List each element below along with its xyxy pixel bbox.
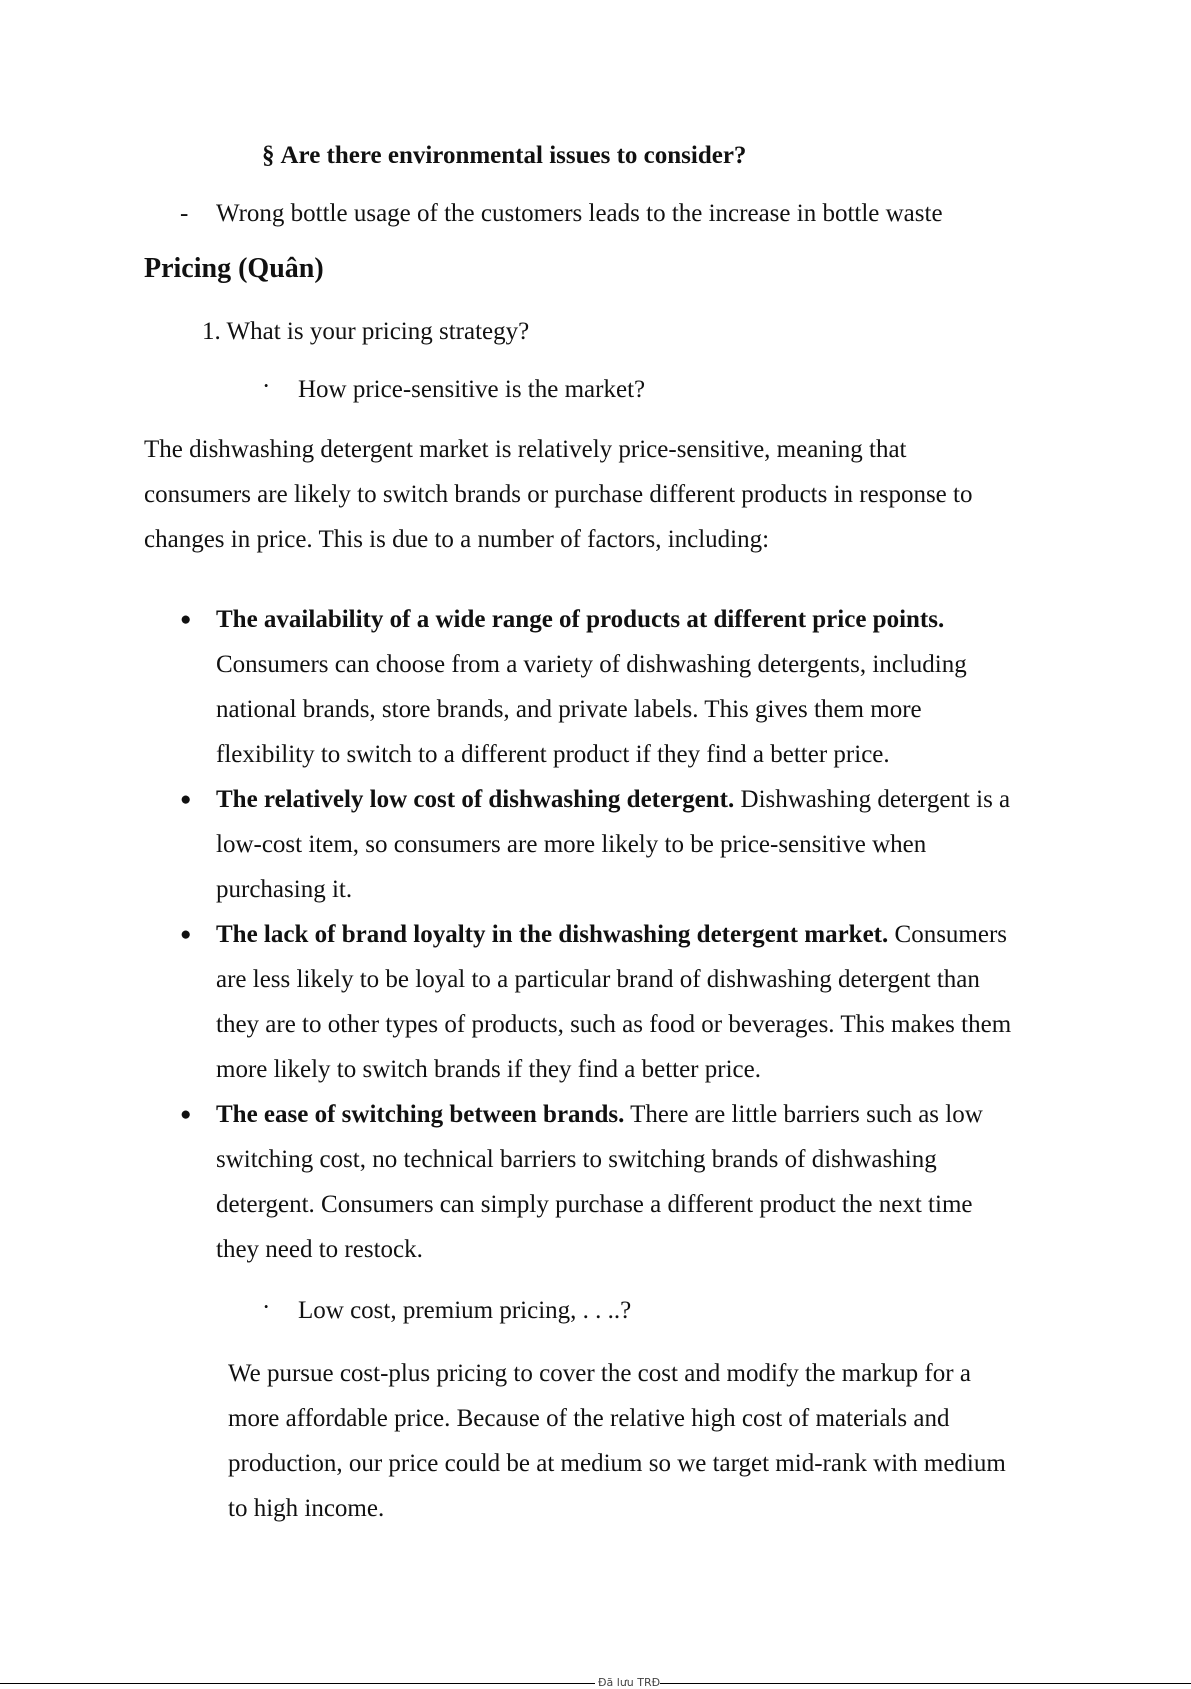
footer-divider xyxy=(0,1683,595,1684)
middle-dot-icon: · xyxy=(262,1294,271,1321)
middle-dot-icon: · xyxy=(262,373,271,400)
section-sign-icon: § xyxy=(262,142,275,169)
dash-item-text: Wrong bottle usage of the customers leads to the increase in bottle waste xyxy=(216,200,943,227)
bullet-line: switching cost, no technical barriers to switching brands of dishwashing xyxy=(216,1146,937,1173)
intro-line: The dishwashing detergent market is relatively price-sensitive, meaning that xyxy=(144,436,907,463)
pricing-strategy-question: 1. What is your pricing strategy? xyxy=(202,318,530,345)
bullet-ease-of-switching xyxy=(180,1092,1011,1272)
bullet-line: more likely to switch brands if they find a better price. xyxy=(216,1056,761,1083)
bullet-bold-lead: The relatively low cost of dishwashing detergent. xyxy=(216,786,735,813)
bullet-line: flexibility to switch to a different product if they find a better price. xyxy=(216,741,890,768)
intro-paragraph xyxy=(144,427,972,562)
bullet-bold-lead: The availability of a wide range of products at different price points. xyxy=(216,606,945,633)
bullet-availability xyxy=(180,597,1011,777)
bullet-first-rest: Dishwashing detergent is a xyxy=(734,786,1011,813)
footer-divider xyxy=(660,1683,1191,1684)
bullet-line: national brands, store brands, and private labels. This gives them more xyxy=(216,696,922,723)
bullet-bold-lead: The lack of brand loyalty in the dishwashing detergent market. xyxy=(216,921,889,948)
dash-marker: - xyxy=(180,200,189,227)
dash-list-item xyxy=(180,200,943,228)
bullet-low-cost xyxy=(180,777,1011,912)
footer-mark: Đã lưu TRĐ xyxy=(598,1676,661,1689)
environmental-issues-text: Are there environmental issues to consider? xyxy=(280,142,747,169)
intro-line: changes in price. This is due to a number of factors, including: xyxy=(144,526,770,553)
closing-line: We pursue cost-plus pricing to cover the cost and modify the markup for a xyxy=(228,1360,971,1387)
price-sensitivity-question xyxy=(262,373,646,404)
bullet-disc-icon: ● xyxy=(180,924,192,945)
closing-line: to high income. xyxy=(228,1495,385,1522)
bullet-line: purchasing it. xyxy=(216,876,353,903)
bullet-disc-icon: ● xyxy=(180,1104,192,1125)
bullet-first-rest: Consumers xyxy=(888,921,1008,948)
bullet-line: they need to restock. xyxy=(216,1236,423,1263)
bullet-brand-loyalty xyxy=(180,912,1012,1092)
bullet-disc-icon: ● xyxy=(180,609,192,630)
closing-line: production, our price could be at medium so we target mid-rank with medium xyxy=(228,1450,1006,1477)
bullet-bold-lead: The ease of switching between brands. xyxy=(216,1101,625,1128)
bullet-first-rest: There are little barriers such as low xyxy=(624,1101,983,1128)
pricing-type-question xyxy=(262,1294,632,1325)
closing-paragraph xyxy=(228,1351,1006,1531)
pricing-type-text: Low cost, premium pricing, . . ..? xyxy=(298,1297,632,1324)
closing-line: more affordable price. Because of the relative high cost of materials and xyxy=(228,1405,950,1432)
bullet-line: they are to other types of products, such as food or beverages. This makes them xyxy=(216,1011,1012,1038)
intro-line: consumers are likely to switch brands or purchase different products in response to xyxy=(144,481,973,508)
price-sensitivity-text: How price-sensitive is the market? xyxy=(298,376,646,403)
pricing-heading: Pricing (Quân) xyxy=(144,253,324,284)
bullet-disc-icon: ● xyxy=(180,789,192,810)
bullet-line: low-cost item, so consumers are more likely to be price-sensitive when xyxy=(216,831,927,858)
factors-bullet-list xyxy=(180,597,1012,1272)
bullet-line: are less likely to be loyal to a particular brand of dishwashing detergent than xyxy=(216,966,980,993)
bullet-line: detergent. Consumers can simply purchase a different product the next time xyxy=(216,1191,973,1218)
bullet-line: Consumers can choose from a variety of dishwashing detergents, including xyxy=(216,651,967,678)
environmental-issues-question xyxy=(262,142,746,170)
